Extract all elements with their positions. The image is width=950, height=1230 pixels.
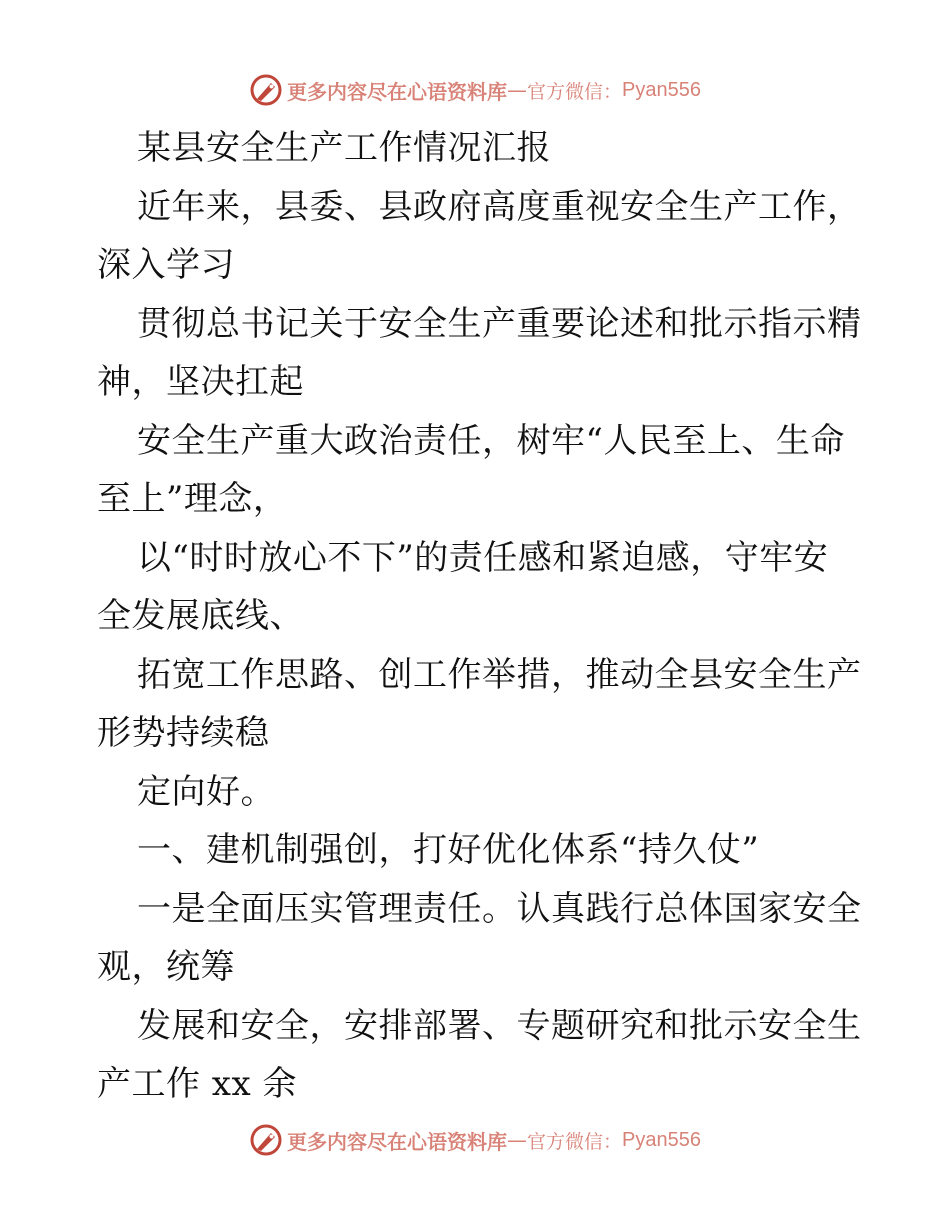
paragraph-line: 神，坚决扛起 [97, 362, 304, 402]
paragraph-line: 拓宽工作思路、创工作举措，推动全县安全生产 [137, 654, 862, 695]
banner-wechat-label: 官方微信： [527, 80, 623, 103]
paragraph-line: 近年来，县委、县政府高度重视安全生产工作， [137, 186, 862, 227]
paragraph-line: 至上”理念， [97, 479, 288, 519]
header-watermark-banner [0, 68, 950, 112]
paragraph-line: 产工作 xx 余 [97, 1064, 297, 1104]
paragraph-line: 全发展底线、 [97, 596, 304, 636]
document-body [97, 119, 862, 1114]
document-title: 某县安全生产工作情况汇报 [137, 128, 551, 168]
pen-nib-circle-icon [249, 73, 283, 107]
banner-separator: — [507, 1128, 527, 1152]
paragraph-line: 形势持续稳 [97, 713, 270, 753]
section-heading: 一、建机制强创，打好优化体系“持久仗” [137, 830, 760, 870]
banner-wechat-id: Pyan556 [622, 78, 701, 101]
banner-separator: — [507, 78, 527, 102]
paragraph-line: 贯彻总书记关于安全生产重要论述和批示指示精 [137, 303, 862, 344]
banner-lead-text: 更多内容尽在心语资料库 [287, 1129, 507, 1154]
banner-lead-text: 更多内容尽在心语资料库 [287, 79, 507, 104]
footer-watermark-banner [0, 1118, 950, 1162]
paragraph-line: 深入学习 [97, 245, 235, 285]
banner-wechat-id: Pyan556 [622, 1128, 701, 1151]
banner-wechat-label: 官方微信： [527, 1130, 623, 1153]
paragraph-line: 发展和安全，安排部署、专题研究和批示安全生 [137, 1005, 862, 1046]
paragraph-line: 以“时时放心不下”的责任感和紧迫感，守牢安 [137, 537, 829, 578]
pen-nib-circle-icon [249, 1123, 283, 1157]
paragraph-line: 观，统筹 [97, 947, 235, 987]
paragraph-line: 一是全面压实管理责任。认真践行总体国家安全 [137, 888, 862, 929]
paragraph-line: 安全生产重大政治责任，树牢“人民至上、生命 [137, 420, 845, 461]
paragraph-line: 定向好。 [137, 771, 275, 812]
